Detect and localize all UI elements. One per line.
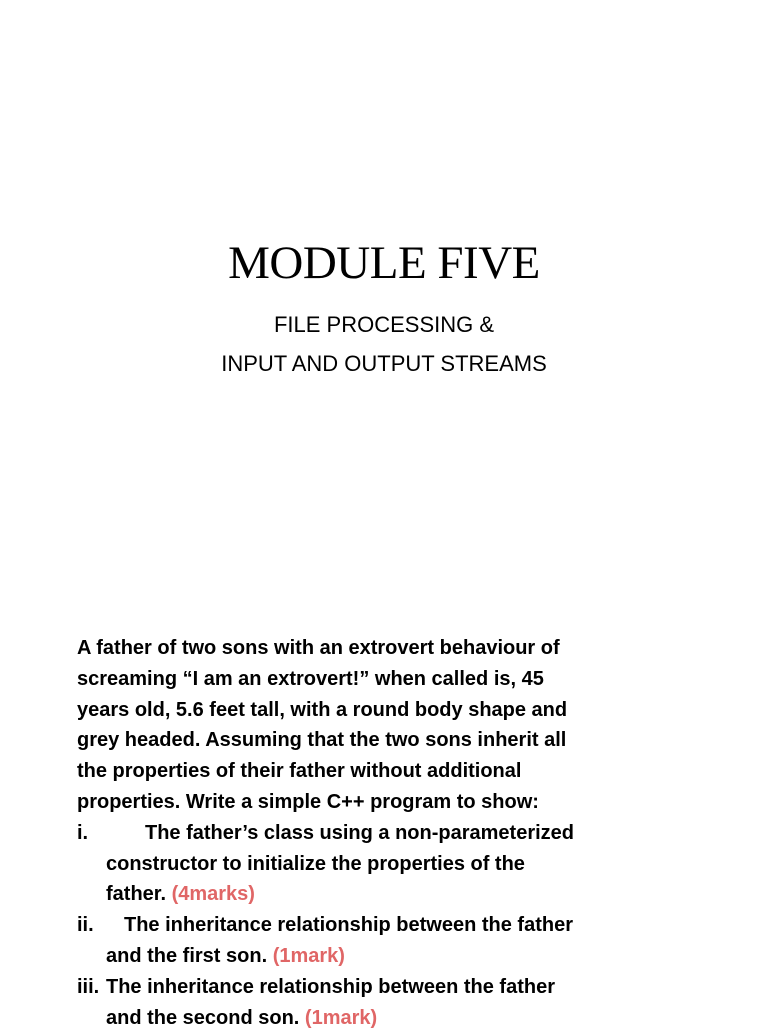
item-line: The father’s class using a non-parameterized <box>145 821 575 844</box>
question-item-i <box>77 818 747 910</box>
subtitle-line-1: FILE PROCESSING & <box>273 312 495 337</box>
subtitle-line-2: INPUT AND OUTPUT STREAMS <box>221 351 547 376</box>
paragraph-line: years old, 5.6 feet tall, with a round body shape and <box>77 698 568 721</box>
item-marker: iii. <box>77 975 100 998</box>
marks-label: (4marks) <box>171 883 255 906</box>
paragraph-line: grey headed. Assuming that the two sons inherit all <box>77 729 567 752</box>
item-marker: i. <box>77 821 89 844</box>
item-text: father. <box>106 883 172 906</box>
paragraph-line: the properties of their father without additional <box>77 760 522 783</box>
item-line-with-marks <box>77 879 747 910</box>
item-text: and the first son. <box>106 944 273 967</box>
question-paragraph <box>77 633 747 818</box>
item-marker: ii. <box>77 914 94 937</box>
question-item-ii <box>77 910 747 972</box>
paragraph-line: screaming “I am an extrovert!” when called is, 45 <box>77 667 544 690</box>
item-line: The inheritance relationship between the father <box>106 975 555 998</box>
paragraph-line: A father of two sons with an extrovert behaviour of <box>77 637 560 659</box>
module-title: MODULE FIVE <box>228 237 540 289</box>
item-line: The inheritance relationship between the father <box>124 914 573 937</box>
item-line: constructor to initialize the properties of the <box>106 852 525 875</box>
marks-label: (1mark) <box>304 1006 378 1029</box>
item-text: and the second son. <box>106 1006 305 1029</box>
item-line-with-marks <box>77 1003 747 1033</box>
question-body <box>77 633 747 1033</box>
marks-label: (1mark) <box>272 944 345 967</box>
module-subtitle <box>0 305 768 383</box>
item-line-with-marks <box>77 941 747 972</box>
paragraph-line: properties. Write a simple C++ program to show: <box>77 790 539 813</box>
